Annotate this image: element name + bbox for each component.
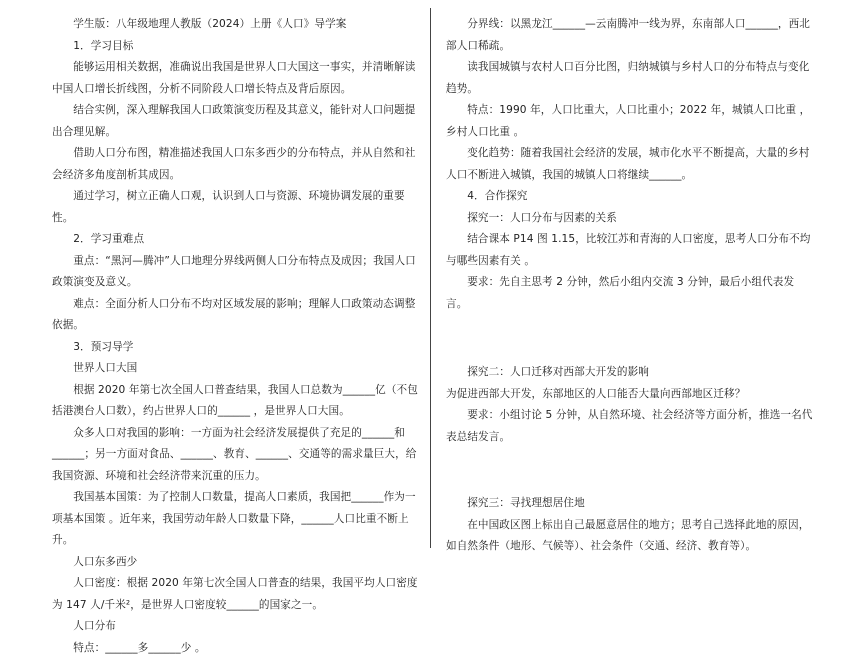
subheading-population-power: 世界人口大国 — [52, 358, 422, 380]
inquiry-heading-3: 探究三：寻找理想居住地 — [446, 493, 814, 515]
fill-in-paragraph: 众多人口对我国的影响：一方面为社会经济发展提供了充足的______和______；另一方面对食品、______、教育、______、交通等的需求量巨大，给我国资源、环境和社会经济带来沉重的压力。 — [52, 423, 422, 488]
inquiry-requirement: 要求：先自主思考 2 分钟，然后小组内交流 3 分钟，最后小组代表发言。 — [446, 272, 814, 315]
fill-in-paragraph: 分界线：以黑龙江______—云南腾冲一线为界，东南部人口______，西北部人口稀疏。 — [446, 14, 814, 57]
inquiry-question: 结合课本 P14 图 1.15，比较江苏和青海的人口密度，思考人口分布不均与哪些因素有关 。 — [446, 229, 814, 272]
inquiry-requirement: 要求：小组讨论 5 分钟，从自然环境、社会经济等方面分析，推选一名代表总结发言。 — [446, 405, 814, 448]
left-column — [52, 14, 422, 659]
subheading-distribution: 人口分布 — [52, 616, 422, 638]
subheading-east-west: 人口东多西少 — [52, 552, 422, 574]
instruction-paragraph: 读我国城镇与农村人口百分比图，归纳城镇与乡村人口的分布特点与变化趋势。 — [446, 57, 814, 100]
answer-space — [446, 448, 814, 493]
key-point-paragraph: 重点：“黑河—腾冲”人口地理分界线两侧人口分布特点及成因；我国人口政策演变及意义。 — [52, 251, 422, 294]
inquiry-question: 在中国政区图上标出自己最愿意居住的地方；思考自己选择此地的原因，如自然条件（地形、气候等）、社会条件（交通、经济、教育等）。 — [446, 515, 814, 558]
fill-in-paragraph: 特点：1990 年，人口比重大，人口比重小；2022 年，城镇人口比重 ，乡村人口比重 。 — [446, 100, 814, 143]
fill-in-paragraph: 人口密度：根据 2020 年第七次全国人口普查的结果，我国平均人口密度为 147 人/千米²，是世界人口密度较______的国家之一。 — [52, 573, 422, 616]
inquiry-heading-2: 探究二：人口迁移对西部大开发的影响 — [446, 362, 814, 384]
column-divider — [430, 8, 431, 548]
section-heading-key-points: 2．学习重难点 — [52, 229, 422, 251]
fill-in-paragraph: 特点：______多______少 。 — [52, 638, 422, 659]
right-column — [446, 14, 814, 558]
section-heading-preview: 3．预习导学 — [52, 337, 422, 359]
worksheet-title: 学生版：八年级地理人教版（2024）上册《人口》导学案 — [52, 14, 422, 36]
section-heading-cooperation: 4．合作探究 — [446, 186, 814, 208]
fill-in-paragraph: 根据 2020 年第七次全国人口普查结果，我国人口总数为______亿（不包括港澳台人口数），约占世界人口的______ ，是世界人口大国。 — [52, 380, 422, 423]
inquiry-heading-1: 探究一：人口分布与因素的关系 — [446, 208, 814, 230]
section-heading-objectives: 1．学习目标 — [52, 36, 422, 58]
objective-paragraph: 通过学习，树立正确人口观，认识到人口与资源、环境协调发展的重要性。 — [52, 186, 422, 229]
answer-space — [446, 315, 814, 362]
fill-in-paragraph: 变化趋势：随着我国社会经济的发展，城市化水平不断提高，大量的乡村人口不断进入城镇，我国的城镇人口将继续______。 — [446, 143, 814, 186]
inquiry-question: 为促进西部大开发，东部地区的人口能否大量向西部地区迁移？ — [446, 384, 814, 406]
objective-paragraph: 能够运用相关数据，准确说出我国是世界人口大国这一事实，并清晰解读中国人口增长折线图，分析不同阶段人口增长特点及背后原因。 — [52, 57, 422, 100]
objective-paragraph: 借助人口分布图，精准描述我国人口东多西少的分布特点，并从自然和社会经济多角度剖析其成因。 — [52, 143, 422, 186]
objective-paragraph: 结合实例，深入理解我国人口政策演变历程及其意义，能针对人口问题提出合理见解。 — [52, 100, 422, 143]
fill-in-paragraph: 我国基本国策：为了控制人口数量，提高人口素质，我国把______作为一项基本国策 。近年来，我国劳动年龄人口数量下降，______人口比重不断上升。 — [52, 487, 422, 552]
difficulty-paragraph: 难点：全面分析人口分布不均对区域发展的影响；理解人口政策动态调整依据。 — [52, 294, 422, 337]
